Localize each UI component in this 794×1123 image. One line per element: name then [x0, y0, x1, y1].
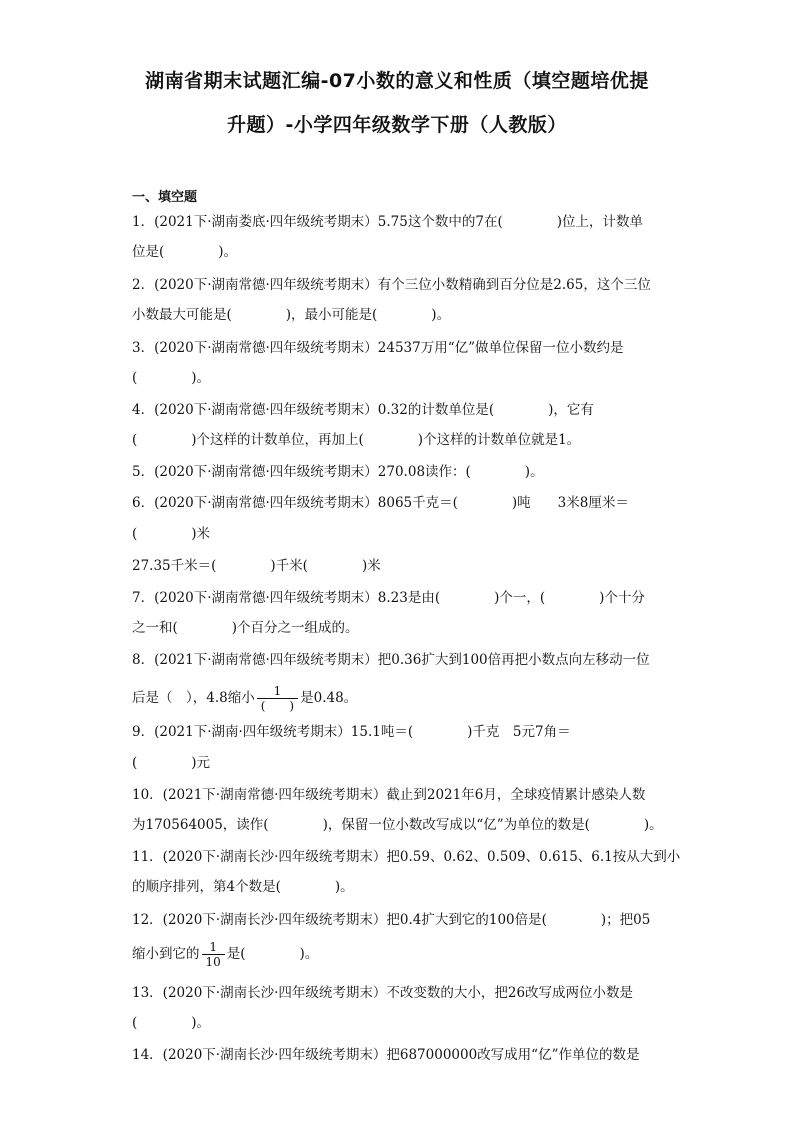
question-8-text-before-fraction: 后是（ ），4.8缩小: [132, 690, 255, 706]
document-title-line-2: 升题）-小学四年级数学下册（人教版）: [227, 114, 567, 136]
section-heading: 一、填空题: [132, 190, 198, 205]
fraction-numerator: 1: [202, 940, 225, 955]
question-13-line-2: ( )。: [132, 1015, 211, 1031]
question-10-line-2: 为170564005，读作( )，保留一位小数改写成以“亿”为单位的数是( )。: [132, 817, 663, 833]
question-2-line-1: 2．(2020下·湖南常德·四年级统考期末）有个三位小数精确到百分位是2.65，这个三位: [132, 277, 651, 293]
fraction-1-over-10: [202, 940, 225, 969]
question-12-text-before-fraction: 缩小到它的: [132, 946, 200, 962]
question-9-line-2: ( )元: [132, 755, 211, 771]
fraction-denominator: 10: [205, 955, 221, 969]
question-1-line-2: 位是( )。: [132, 244, 238, 260]
fraction-numerator: 1: [257, 684, 298, 699]
question-14-line-1: 14．(2020下·湖南长沙·四年级统考期末）把687000000改写成用“亿”作单位的数是: [132, 1047, 640, 1063]
question-12-line-2: [132, 940, 318, 969]
question-5-line-1: 5．(2020下·湖南常德·四年级统考期末）270.08读作：( )。: [132, 464, 544, 480]
question-10-line-1: 10．(2021下·湖南常德·四年级统考期末）截止到2021年6月，全球疫情累计感染人数: [132, 787, 646, 803]
fraction-1-over-blank: [257, 684, 298, 713]
question-11-line-1: 11．(2020下·湖南长沙·四年级统考期末）把0.59、0.62、0.509、0.615、6.1按从大到小: [132, 849, 681, 865]
question-4-line-1: 4．(2020下·湖南常德·四年级统考期末）0.32的计数单位是( )，它有: [132, 402, 594, 418]
document-title-line-1: 湖南省期末试题汇编-07小数的意义和性质（填空题培优提: [145, 70, 649, 92]
question-7-line-1: 7．(2020下·湖南常德·四年级统考期末）8.23是由( )个一，( )个十分: [132, 590, 645, 606]
question-3-line-1: 3．(2020下·湖南常德·四年级统考期末）24537万用“亿”做单位保留一位小数约是: [132, 340, 624, 356]
question-6-line-3: 27.35千米＝( )千米( )米: [132, 558, 381, 574]
fraction-denominator: ( ): [260, 699, 295, 713]
question-2-line-2: 小数最大可能是( )，最小可能是( )。: [132, 307, 451, 323]
question-8-line-2: [132, 684, 357, 713]
question-4-line-2: ( )个这样的计数单位，再加上( )个这样的计数单位就是1。: [132, 432, 581, 448]
question-13-line-1: 13．(2020下·湖南长沙·四年级统考期末）不改变数的大小，把26改写成两位小数是: [132, 985, 634, 1001]
question-1-line-1: 1．(2021下·湖南娄底·四年级统考期末）5.75这个数中的7在( )位上，计数单: [132, 214, 643, 230]
question-12-line-1: 12．(2020下·湖南长沙·四年级统考期末）把0.4扩大到它的100倍是( )；把05: [132, 912, 651, 928]
question-3-line-2: ( )。: [132, 370, 211, 386]
question-12-text-after-fraction: 是( )。: [226, 946, 319, 962]
question-7-line-2: 之一和( )个百分之一组成的。: [132, 620, 359, 636]
question-8-text-after-fraction: 是0.48。: [300, 690, 358, 706]
question-9-line-1: 9．(2021下·湖南·四年级统考期末）15.1吨＝( )千克 5元7角＝: [132, 724, 571, 740]
question-11-line-2: 的顺序排列，第4个数是( )。: [132, 879, 354, 895]
question-6-line-1: 6．(2020下·湖南常德·四年级统考期末）8065千克＝( )吨 3米8厘米＝: [132, 495, 629, 511]
question-6-line-2: ( )米: [132, 526, 211, 542]
question-8-line-1: 8．(2021下·湖南常德·四年级统考期末）把0.36扩大到100倍再把小数点向左移动一位: [132, 652, 650, 668]
